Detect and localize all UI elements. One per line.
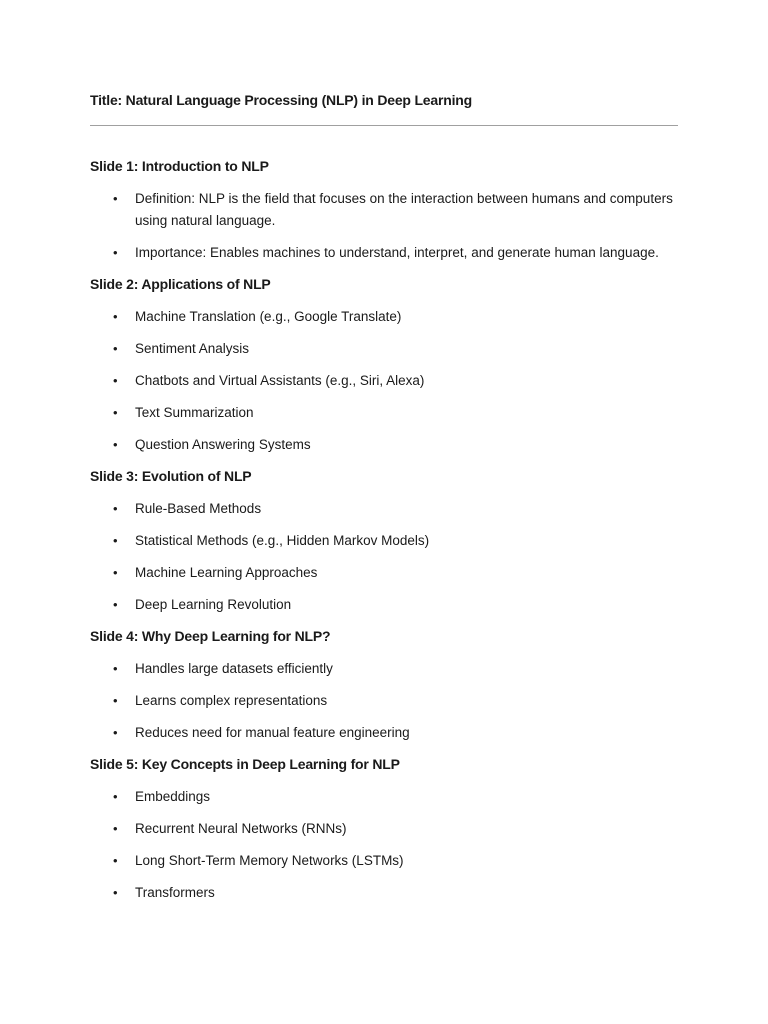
list-item-text: Learns complex representations: [135, 693, 328, 708]
bullet-icon: •: [113, 341, 118, 356]
list-item: [90, 498, 678, 520]
list-item: [90, 242, 678, 264]
bullet-icon: •: [113, 533, 118, 548]
title-divider: [90, 125, 678, 126]
bullet-list: [90, 786, 678, 904]
bullet-icon: •: [113, 405, 118, 420]
slide-section: [90, 466, 678, 616]
list-item-text: Machine Learning Approaches: [135, 565, 318, 580]
bullet-list: [90, 188, 678, 264]
list-item-text: Text Summarization: [135, 405, 254, 420]
list-item: [90, 530, 678, 552]
bullet-icon: •: [113, 437, 118, 452]
section-heading: Slide 3: Evolution of NLP: [90, 468, 252, 484]
list-item-text: Machine Translation (e.g., Google Translate): [135, 309, 402, 324]
list-item: [90, 306, 678, 328]
list-item-text: Handles large datasets efficiently: [135, 661, 333, 676]
bullet-icon: •: [113, 245, 118, 260]
document-title: Title: Natural Language Processing (NLP) in Deep Learning: [90, 92, 472, 108]
list-item-text: Rule-Based Methods: [135, 501, 262, 516]
list-item: [90, 690, 678, 712]
list-item-text: Statistical Methods (e.g., Hidden Markov Models): [135, 533, 430, 548]
list-item: [90, 850, 678, 872]
list-item-text: Sentiment Analysis: [135, 341, 250, 356]
bullet-icon: •: [113, 693, 118, 708]
bullet-icon: •: [113, 373, 118, 388]
list-item: [90, 434, 678, 456]
list-item: [90, 370, 678, 392]
bullet-icon: •: [113, 661, 118, 676]
list-item: [90, 786, 678, 808]
list-item-text: Embeddings: [135, 789, 211, 804]
bullet-icon: •: [113, 885, 118, 900]
section-heading: Slide 5: Key Concepts in Deep Learning for NLP: [90, 756, 400, 772]
list-item: [90, 818, 678, 840]
bullet-icon: •: [113, 597, 118, 612]
list-item-text: Recurrent Neural Networks (RNNs): [135, 821, 347, 836]
list-item: [90, 722, 678, 744]
bullet-list: [90, 658, 678, 744]
list-item: [90, 338, 678, 360]
list-item-text: Reduces need for manual feature engineering: [135, 725, 410, 740]
section-heading: Slide 2: Applications of NLP: [90, 276, 271, 292]
slide-section: [90, 754, 678, 904]
list-item: [90, 594, 678, 616]
bullet-icon: •: [113, 565, 118, 580]
bullet-icon: •: [113, 725, 118, 740]
list-item-text: Transformers: [135, 885, 215, 900]
list-item: [90, 188, 678, 232]
slide-section: [90, 626, 678, 744]
bullet-icon: •: [113, 821, 118, 836]
list-item-text: Definition: NLP is the field that focuses on the interaction between humans and computers using natural language.: [135, 191, 673, 228]
bullet-icon: •: [113, 789, 118, 804]
list-item-text: Chatbots and Virtual Assistants (e.g., Siri, Alexa): [135, 373, 425, 388]
slide-section: [90, 274, 678, 456]
bullet-icon: •: [113, 501, 118, 516]
list-item: [90, 658, 678, 680]
bullet-list: [90, 306, 678, 456]
section-heading: Slide 4: Why Deep Learning for NLP?: [90, 628, 331, 644]
bullet-icon: •: [113, 191, 118, 206]
list-item-text: Question Answering Systems: [135, 437, 311, 452]
list-item: [90, 882, 678, 904]
document-body: [90, 156, 678, 914]
bullet-icon: •: [113, 309, 118, 324]
bullet-list: [90, 498, 678, 616]
section-heading: Slide 1: Introduction to NLP: [90, 158, 269, 174]
list-item-text: Importance: Enables machines to understand, interpret, and generate human language.: [135, 245, 659, 260]
list-item-text: Deep Learning Revolution: [135, 597, 292, 612]
slide-section: [90, 156, 678, 264]
list-item-text: Long Short-Term Memory Networks (LSTMs): [135, 853, 404, 868]
list-item: [90, 562, 678, 584]
bullet-icon: •: [113, 853, 118, 868]
list-item: [90, 402, 678, 424]
